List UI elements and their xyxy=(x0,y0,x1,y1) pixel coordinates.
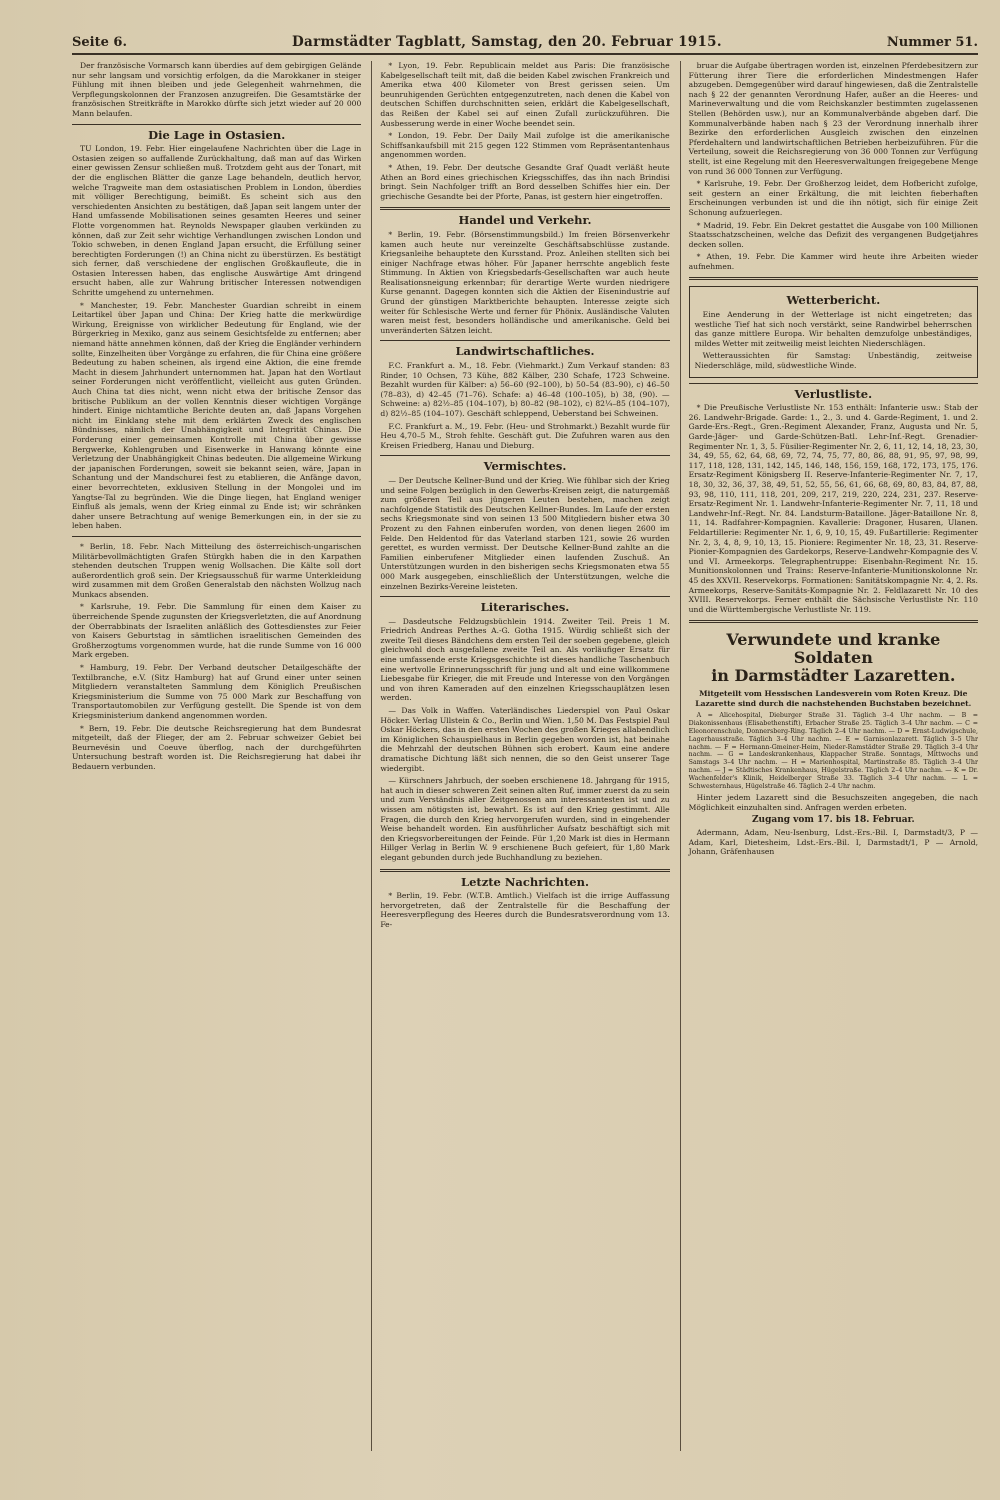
article-paragraph: * Karlsruhe, 19. Febr. Die Sammlung für einen dem Kaiser zu überreichende Spende zugunsten der Kriegsverletzten, die auf Anordnung der Oberrabbinats der Israeliten anläßlich des Gottesdienstes zur Feier von Kaisers Geburtstag in sämtlichen israelitischen Gemeinden des Großherzogtums vorgenommen wurde, hat die runde Summe von 16 000 Mark ergeben. xyxy=(72,602,362,660)
article-paragraph: Adermann, Adam, Neu-Isenburg, Ldst.-Ers.-Bil. I, Darmstadt/3, P — Adam, Karl, Dietesheim, Ldst.-Ers.-Bil. I, Darmstadt/1, P — Arnold, Johann, Gräfenhausen xyxy=(688,828,978,857)
article-paragraph: * London, 19. Febr. Der Daily Mail zufolge ist die amerikanische Schiffsankaufsbill mit 215 gegen 122 Stimmen vom Repräsentantenhaus angenommen worden. xyxy=(380,131,670,160)
article-paragraph: * Die Preußische Verlustliste Nr. 153 enthält: Infanterie usw.: Stab der 26. Landwehr-Brigade. Garde: 1., 2., 3. und 4. Garde-Regiment, 1. und 2. Garde-Ers.-Regt., Gren.-Regiment Alexander, Franz, Augusta und Nr. 5, Garde-Jäger- und Garde-Schützen-Batl. Lehr-Inf.-Regt. Grenadier-Regimenter Nr. 1, 3, 5. Füsilier-Regimenter Nr. 2, 6, 11, 12, 14, 18, 23, 30, 34, 49, 55, 62, 64, 68, 69, 72, 74, 75, 77, 80, 86, 88, 91, 95, 97, 98, 99, 117, 118, 128, 131, 142, 145, 146, 148, 156, 159, 168, 172, 173, 175, 176. Ersatz-Regiment Königsberg II. Reserve-Infanterie-Regimenter Nr. 7, 17, 18, 30, 32, 36, 37, 38, 49, 51, 52, 55, 56, 61, 66, 68, 69, 80, 83, 84, 87, 88, 93, 98, 110, 111, 118, 201, 209, 217, 219, 220, 224, 231, 237. Reserve-Ersatz-Regiment Nr. 1. Landwehr-Infanterie-Regimenter Nr. 7, 11, 18 und Landwehr-Inf.-Regt. Nr. 84. Landsturm-Bataillone. Jäger-Bataillone Nr. 8, 11, 14. Radfahrer-Kompagnien. Kavallerie: Dragoner, Husaren, Ulanen. Feldartillerie: Regimenter Nr. 1, 6, 9, 10, 15, 49. Fußartillerie: Regimenter Nr. 2, 3, 4, 8, 9, 10, 13, 15. Pioniere: Regimenter Nr. 18, 23, 31. Reserve-Pionier-Kompagnien des Gardekorps, Reserve-Landwehr-Kompagnie des V. und VI. Armeekorps. Telegraphentruppe: Eisenbahn-Regiment Nr. 15. Munitionskolonnen und Trains: Reserve-Infanterie-Munitionskolonne Nr. 45 des XXVII. Reservekorps. Formationen: Sanitätskompagnie Nr. 4, 2. Rs. Armeekorps, Reserve-Sanitäts-Kompagnie Nr. 2. Feldlazarett Nr. 10 des XVIII. Reservekorps. Ferner enthält die Sächsische Verlustliste Nr. 110 und die Württembergische Verlustliste Nr. 119. xyxy=(688,403,978,614)
heading-zugang: Zugang vom 17. bis 18. Februar. xyxy=(751,814,915,825)
article-paragraph: * Athen, 19. Febr. Die Kammer wird heute ihre Arbeiten wieder aufnehmen. xyxy=(688,252,978,271)
article-paragraph: * Hamburg, 19. Febr. Der Verband deutscher Detailgeschäfte der Textilbranche, e.V. (Sitz Hamburg) hat auf Grund einer unter seinen Mitgliedern veranstalteten Sammlung dem Königlich Preußischen Kriegsministerium die Summe von 75 000 Mark zur Beschaffung von Transportautomobilen zur Verfügung gestellt. Die Spende ist von dem Kriegsministerium dankend angenommen worden. xyxy=(72,663,362,720)
heading-wetterbericht: Wetterbericht. xyxy=(786,293,881,308)
column-1 xyxy=(72,61,361,1451)
article-paragraph: — Kürschners Jahrbuch, der soeben erschienene 18. Jahrgang für 1915, hat auch in dieser schweren Zeit seinen alten Ruf, immer zuerst da zu sein und zum Verständnis aller Zeitgenossen am interessantesten ist und zu wissen am nötigsten ist, bewahrt. Es ist auf den Krieg gestimmt. Alle Fragen, die durch den Krieg hervorgerufen wurden, sind in eingehender Weise behandelt worden. Ein ausführlicher Aufsatz beschäftigt sich mit den Kriegsvorbereitungen der Feinde. Für 1,20 Mark ist dies in Hermann Hillger Verlag in Berlin W. 9 erschienene Buch gefeiert, für 1,80 Mark elegant gebunden durch jede Buchhandlung zu beziehen. xyxy=(380,776,670,862)
verwundete-subtitle: Mitgeteilt vom Hessischen Landesverein vom Roten Kreuz. Die Lazarette sind durch die nachstehenden Buchstaben bezeichnet. xyxy=(695,689,972,708)
heading-ostasien: Die Lage in Ostasien. xyxy=(148,127,286,142)
masthead xyxy=(72,34,978,55)
page-number: Seite 6. xyxy=(72,35,127,50)
divider xyxy=(380,340,669,341)
divider xyxy=(72,124,361,125)
lazarett-list: A = Alicehospital, Dieburger Straße 31. Täglich 3–4 Uhr nachm. — B = Diakonissenhaus (Elisabethenstift), Erbacher Straße 25. Täglich 3–4 Uhr nachm. — C = Eleonorenschule, Donnersberg-Ring. Täglich 2–4 Uhr nachm. — D = Ernst-Ludwigschule, Lagerhausstraße. Täglich 3–4 Uhr nachm. — E = Garnisonlazarett. Täglich 3–5 Uhr nachm. — F = Hermann-Gmeiner-Heim, Nieder-Ramstädter Straße 29. Täglich 3–4 Uhr nachm. — G = Landeskrankenhaus, Klappacher Straße. Sonntags, Mittwochs und Samstags 3–4 Uhr nachm. — H = Marienhospital, Martinstraße 85. Täglich 3–4 Uhr nachm. — J = Städtisches Krankenhaus, Hügelstraße. Täglich 2–4 Uhr nachm. — K = Dr. Wachenfelder's Klinik, Heidelberger Straße 33. Täglich 3–4 Uhr nachm. — L = Schwesternhaus, Hügelstraße 46. Täglich 2–4 Uhr nachm. xyxy=(688,712,978,790)
heading-handel: Handel und Verkehr. xyxy=(458,213,592,228)
heading-verwundete xyxy=(689,631,978,685)
article-paragraph: — Dasdeutsche Feldzugsbüchlein 1914. Zweiter Teil. Preis 1 M. Friedrich Andreas Perthes A.-G. Gotha 1915. Würdig schließt sich der zweite Teil dieses Bändchens dem ersten Teil der soeben gegebene, gleich gleichwohl doch ausgefallene zweite Teil an. Als vorläufiger Ersatz für eine umfassende erste Kriegsgeschichte ist dieses handliche Taschenbuch eine wertvolle Erinnerungsschrift für jung und alt und eine willkommene Liebesgabe für Krieger, die mit Freude und Interesse von den Vorgängen und von ihren Kameraden auf den einzelnen Kriegsschauplätzen lesen werden. xyxy=(380,616,670,703)
column-2 xyxy=(371,61,669,1451)
divider xyxy=(380,869,669,872)
article-paragraph: * Athen, 19. Febr. Der deutsche Gesandte Graf Quadt verläßt heute Athen an Bord eines griechischen Kriegsschiffes, das ihn nach Brindisi bringt. Sein Nachfolger trifft an Bord desselben Schiffes hier ein. Der griechische Gesandte bei der Pforte, Panas, ist gestern hier eingetroffen. xyxy=(380,162,670,201)
article-paragraph: * Berlin, 18. Febr. Nach Mitteilung des österreichisch-ungarischen Militärbevollmächtigten Grafen Stürgkh haben die in den Karpathen stehenden deutschen Truppen wenig Wollsachen. Die Kälte soll dort außerordentlich groß sein. Der Kriegsausschuß für warme Unterkleidung wird zusammen mit dem Großen Generalstab den nächsten Wollzug nach Munkacs absenden. xyxy=(72,541,362,599)
issue-number: Nummer 51. xyxy=(886,35,978,50)
divider xyxy=(72,536,361,537)
heading-landwirtschaft: Landwirtschaftliches. xyxy=(455,344,595,359)
divider xyxy=(689,620,978,623)
article-paragraph: * Karlsruhe, 19. Febr. Der Großherzog leidet, dem Hofbericht zufolge, seit gestern an einer Erkältung, die mit leichten fieberhaften Erscheinungen verbunden ist und die ihn nötigt, sich für einige Zeit Schonung aufzuerlegen. xyxy=(688,179,978,217)
article-paragraph: Hinter jedem Lazarett sind die Besuchszeiten angegeben, die nach Möglichkeit einzuhalten sind. Anfragen werden erbeten. xyxy=(688,793,978,813)
column-3 xyxy=(680,61,978,1451)
columns xyxy=(72,61,978,1451)
article-paragraph: — Das Volk in Waffen. Vaterländisches Liederspiel von Paul Oskar Höcker. Verlag Ullstein & Co., Berlin und Wien. 1,50 M. Das Festspiel Paul Oskar Höckers, das in den ersten Wochen des großen Krieges allabendlich im Königlichen Schauspielhaus in Berlin gegeben worden ist, hat beinahe die Mehrzahl der deutschen Bühnen sich erobert. Kaum eine andere dramatische Dichtung läßt sich nennen, die so den Geist unserer Tage wiedergibt. xyxy=(380,706,670,773)
divider xyxy=(380,207,669,210)
divider xyxy=(689,383,978,384)
heading-verwundete-line2: in Darmstädter Lazaretten. xyxy=(711,666,956,686)
article-paragraph: — Der Deutsche Kellner-Bund und der Krieg. Wie fühlbar sich der Krieg und seine Folgen bezüglich in den Gewerbs-Kreisen zeigt, die naturgemäß zum größeren Teil aus jüngeren Leuten bestehen, machen zeigt nachfolgende Statistik des Deutschen Kellner-Bundes. Im Laufe der ersten sechs Kriegsmonate sind von seinen 13 500 Mitgliedern bisher etwa 30 Prozent zu den Fahnen einberufen worden, von denen liegen 2600 im Felde. Den Heldentod für das Vaterland starben 121, sowie 26 wurden gerettet, es wurden vermisst. Der Deutsche Kellner-Bund zahlte an die Familien einberufener Mitglieder einen laufenden Zuschuß. An Unterstützungen wurden in den bisherigen sechs Kriegsmonaten etwa 55 000 Mark ausgegeben, einschließlich der Unterstützungen, welche die einzelnen Bezirks-Vereine leisteten. xyxy=(380,475,670,591)
article-paragraph: bruar die Aufgabe übertragen worden ist, einzelnen Pferdebesitzern zur Fütterung ihrer Tiere die erforderlichen Mindestmengen Hafer abzugeben. Demgegenüber wird darauf hingewiesen, daß die Zentralstelle nach § 22 der genannten Verordnung Hafer, außer an die Heeres- und Marineverwaltung und die vom Reichskanzler bestimmten zugelassenen Stellen (Behörden usw.), nur an Kommunalverbände abgeben darf. Die Kommunalverbände haben nach § 23 der Verordnung innerhalb ihrer Bezirke den erforderlichen Ausgleich zwischen den einzelnen Pferdehaltern und landwirtschaftlichen Betrieben herbeizuführen. Für die Verteilung, soweit die Reichsregierung von 36 000 Tonnen zur Verfügung stellt, ist eine Regelung mit den Heeresverwaltungen freigegebene Menge von rund 36 000 Tonnen zur Verfügung. xyxy=(688,61,978,176)
heading-literarisches: Literarisches. xyxy=(480,600,570,615)
divider xyxy=(380,455,669,456)
weather-forecast: Wetteraussichten für Samstag: Unbeständig, zeitweise Niederschläge, mild, südwestliche Winde. xyxy=(694,351,972,371)
newspaper-title: Darmstädter Tagblatt, Samstag, den 20. Februar 1915. xyxy=(292,34,722,50)
article-paragraph: * Madrid, 19. Febr. Ein Dekret gestattet die Ausgabe von 100 Millionen Staatsschatzscheinen, welche das Defizit des vergangenen Budgetjahres decken sollen. xyxy=(688,220,978,249)
article-paragraph: F.C. Frankfurt a. M., 18. Febr. (Viehmarkt.) Zum Verkauf standen: 83 Rinder, 10 Ochsen, 73 Kühe, 882 Kälber, 230 Schafe, 1723 Schweine. Bezahlt wurden für Kälber: a) 56–60 (92–100), b) 50–54 (83–90), c) 46–50 (78–83), d) 42–45 (71–76). Schafe: a) 46–48 (100–105), b) 38, (90). — Schweine: a) 82½–85 (104–107), b) 80–82 (98–102), c) 82¼–85 (104–107), d) 82½–85 (104–107). Geschäft schleppend, Ueberstand bei Schweinen. xyxy=(380,361,670,418)
article-paragraph: TU London, 19. Febr. Hier eingelaufene Nachrichten über die Lage in Ostasien zeigen so auffallende Zurückhaltung, daß man auf das Wirken einer gewissen Zensur schließen muß. Trotzdem geht aus der Tonart, mit der die englischen Blätter die ganze Lage behandeln, deutlich hervor, welche Tragweite man dem ostasiatischen Problem in London, überdies mit völliger Berechtigung, beimißt. Es scheint sich aus den verschiedenten Ansichten zu bestätigen, daß Japan seit langem unter der Hand umfassende Mobilisationen seines gesamten Heeres und seiner Flotte vorgenommen hat. Reynolds Newspaper glauben verkünden zu können, daß zur Zeit sehr wichtige Verhandlungen zwischen London und Tokio schweben, in denen England Japan ersucht, die Erfüllung seiner berechtigten Forderungen (!) an China nicht zu überstürzen. Es bestätigt sich ferner, daß verschiedene der englischen Großkaufleute, die in Ostasien Interessen haben, das englische Auswärtige Amt dringend ersucht haben, alle zur Wahrung britischer Interessen notwendigen Schritte umgehend zu unternehmen. xyxy=(72,144,362,298)
weather-text: Eine Aenderung in der Wetterlage ist nicht eingetreten; das westliche Tief hat sich noch verstärkt, seine Randwirbel beherrschen das ganze mittlere Europa. Wir behalten demzufolge unbeständiges, mildes Wetter mit zeitweilig meist leichten Niederschlägen. xyxy=(694,310,972,348)
article-lead: Der französische Vormarsch kann überdies auf dem gebirgigen Gelände nur sehr langsam und vorsichtig erfolgen, da die Marokkaner in steiger Fühlung mit ihnen bleiben und jede Gelegenheit wahrnehmen, die Verpflegungskolonnen der Franzosen anzugreifen. Die Gesamtstärke der französischen Streitkräfte in Marokko dürfte sich jetzt wieder auf 20 000 Mann belaufen. xyxy=(72,61,362,118)
heading-verwundete-line1: Verwundete und kranke Soldaten xyxy=(726,630,941,668)
divider xyxy=(380,596,669,597)
article-paragraph: * Berlin, 19. Febr. (W.T.B. Amtlich.) Vielfach ist die irrige Auffassung hervorgetreten, daß der Zentralstelle für die Beschaffung der Heeresverpflegung des Heeres durch die Bundesratsverordnung vom 13. Fe- xyxy=(380,891,670,929)
article-paragraph: F.C. Frankfurt a. M., 19. Febr. (Heu- und Strohmarkt.) Bezahlt wurde für Heu 4,70–5 M., Stroh fehlte. Geschäft gut. Die Zufuhren waren aus den Kreisen Friedberg, Hanau und Dieburg. xyxy=(380,421,670,450)
article-paragraph: * Bern, 19. Febr. Die deutsche Reichsregierung hat dem Bundesrat mitgeteilt, daß der Flieger, der am 2. Februar schweizer Gebiet bei Beurnevésin und Coeuve überflog, nach der durchgeführten Untersuchung bestraft worden ist. Die Reichsregierung hat dabei ihr Bedauern verbunden. xyxy=(72,723,362,771)
article-paragraph: * Lyon, 19. Febr. Republicain meldet aus Paris: Die französische Kabelgesellschaft teilt mit, daß die beiden Kabel zwischen Frankreich und Amerika etwa 400 Kilometer von Brest gerissen seien. Um beunruhigenden Gerüchten entgegenzutreten, nach denen die Kabel von deutschen Schiffen durchschnitten seien, erklärt die Kabelgesellschaft, das Reißen der Kabel sei auf einen Zufall zurückzuführen. Die Ausbesserung werde in einer Woche beendet sein. xyxy=(380,61,670,128)
divider xyxy=(689,277,978,280)
heading-vermischtes: Vermischtes. xyxy=(483,459,567,474)
heading-letzte-nachrichten: Letzte Nachrichten. xyxy=(460,874,589,889)
weather-box xyxy=(689,286,978,377)
heading-verlustliste: Verlustliste. xyxy=(794,386,873,401)
article-paragraph: * Berlin, 19. Febr. (Börsenstimmungsbild.) Im freien Börsenverkehr kamen auch heute nur vereinzelte Geschäftsabschlüsse zustande. Kriegsanleihe behauptete den Kursstand. Proz. Anleihen stellten sich bei einiger Nachfrage etwas höher. Für Japaner herrschte angeblich feste Stimmung. In Aktien von Kriegsbedarfs-Gesellschaften war auch heute Realisationsneigung erkennbar; für derartige Werte wurden niedrigere Kurse genannt. Dagegen konnten sich die Aktien der Eisenindustrie auf Grund der günstigen Marktberichte behaupten. Interesse zeigte sich weiter für Schlesische Werte und ferner für Phönix. Ausländische Valuten waren meist fest, besonders holländische und amerikanische. Geld bei unveränderten Sätzen leicht. xyxy=(380,229,670,335)
article-paragraph: * Manchester, 19. Febr. Manchester Guardian schreibt in einem Leitartikel über Japan und China: Der Krieg hatte die merkwürdige Wirkung, Ereignisse von wirklicher Bedeutung für England, wie der Bürgerkrieg in Mexiko, ganz aus seinem Gesichtsfelde zu entfernen; aber niemand hätte annehmen können, daß der Krieg die Engländer verhindern sollte, Einzelheiten über Vorgänge zu erfahren, die für China eine größere Bedeutung zu haben scheinen, als irgend eine Aktion, die eine fremde Macht in diesem Jahrhundert unternommen hat. Japan hat den Wortlaut seiner Forderungen nicht veröffentlicht, vielleicht aus guten Gründen. Auch China tat dies nicht, wenn nicht etwa der britische Zensor das britische Publikum an der vollen Kenntnis dieser wichtigen Vorgänge hindert. Einige nichtamtliche Berichte deuten an, daß Japans Vorgehen nicht im Einklang stehe mit dem erklärten Zweck des englischen Bündnisses, nämlich der Unabhängigkeit und Integrität Chinas. Die Forderung einer gemeinsamen Kontrolle mit China über gewisse Bergwerke, Kohlengruben und Eisenwerke in Hanwang könnte eine Verletzung der Unabhängigkeit Chinas bedeuten. Die allgemeine Wirkung der japanischen Forderungen, soweit sie bekannt seien, wäre, Japan in Schantung und der Mandschurei fest zu etablieren, die Anfänge davon, einer bevorrechteten, exklusiven Stellung in der Mongolei und im Yangtse-Tal zu begründen. Wie die Dinge liegen, hat England weniger Einfluß als jemals, wenn der Krieg einmal zu Ende ist; wir schränken daher unsere Betrachtung auf wenige Bemerkungen ein, in der sie zu leben haben. xyxy=(72,300,362,531)
